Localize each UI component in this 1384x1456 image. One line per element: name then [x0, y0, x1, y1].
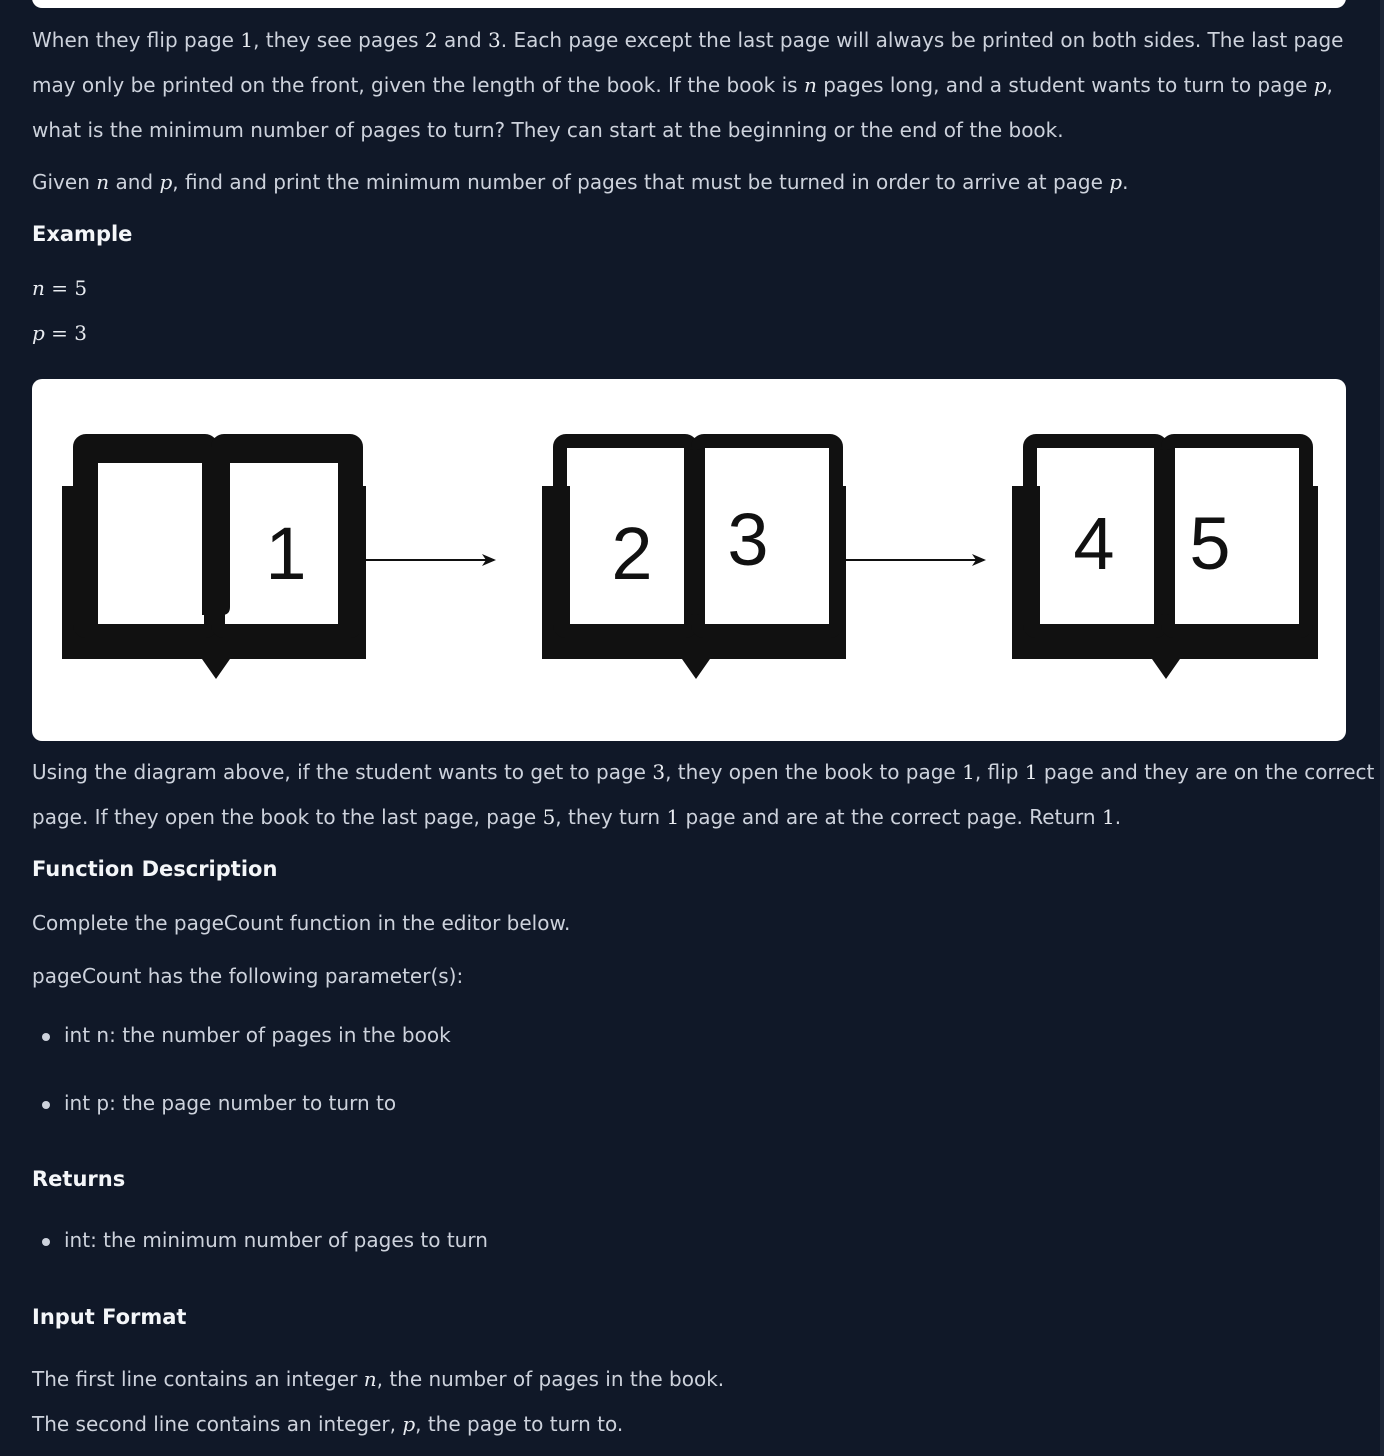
input-format-line-2: [32, 1402, 623, 1447]
math-number: 3: [74, 321, 88, 345]
text: ,: [1326, 73, 1333, 97]
scrollbar[interactable]: [1380, 0, 1384, 1456]
explanation-line-2: [32, 795, 1121, 840]
explanation-line-1: [32, 750, 1374, 795]
math-variable: n: [32, 276, 45, 300]
page-number-right: 1: [265, 512, 307, 595]
text: and: [437, 28, 488, 52]
math-variable: n: [96, 170, 110, 194]
book-diagram-svg: [32, 379, 1346, 741]
math-variable: p: [1109, 170, 1123, 194]
math-number: 3: [488, 28, 501, 52]
text: and: [109, 170, 160, 194]
bullet-icon: [42, 1101, 50, 1109]
book-3: [1012, 441, 1318, 679]
math-number: 5: [74, 276, 88, 300]
bullet-icon: [42, 1238, 50, 1246]
math-number: 1: [962, 760, 975, 784]
text: , the number of pages in the book.: [376, 1367, 725, 1391]
parameter-item: int n: the number of pages in the book: [64, 1023, 451, 1047]
book-spine: [1157, 449, 1173, 615]
book-2: [542, 441, 846, 679]
text: When they flip page: [32, 28, 241, 52]
text: , they turn: [555, 805, 667, 829]
equals-sign: =: [44, 276, 75, 300]
text: Given: [32, 170, 97, 194]
math-variable: p: [1313, 73, 1327, 97]
math-number: 3: [652, 760, 666, 784]
description-line-1: [32, 18, 1344, 63]
book-spine: [687, 449, 703, 615]
parameters-intro: pageCount has the following parameter(s):: [32, 964, 464, 988]
math-number: 5: [542, 805, 556, 829]
description-line-3: what is the minimum number of pages to turn? They can start at the beginning or the end of the book.: [32, 118, 1064, 142]
page-number-right: 3: [727, 498, 769, 581]
book-1: [62, 441, 366, 679]
page-number-right: 5: [1189, 502, 1231, 585]
example-p: [32, 311, 87, 356]
math-number: 2: [424, 28, 438, 52]
text: , they open the book to page: [665, 760, 963, 784]
equals-sign: =: [44, 321, 75, 345]
math-number: 1: [1024, 760, 1038, 784]
text: .: [1114, 805, 1122, 829]
text: .: [1122, 170, 1129, 194]
text: page and are at the correct page. Return: [679, 805, 1102, 829]
page-number-left: 2: [611, 512, 653, 595]
book-diagram: [32, 379, 1346, 741]
description-line-2: [32, 63, 1333, 108]
text: The second line contains an integer,: [32, 1412, 403, 1436]
math-variable: p: [402, 1412, 416, 1436]
text: Using the diagram above, if the student wants to get to page: [32, 760, 653, 784]
text: , find and print the minimum number of pages that must be turned in order to arrive at page: [172, 170, 1110, 194]
text: , the page to turn to.: [415, 1412, 624, 1436]
book-left-page: [80, 441, 222, 631]
math-number: 1: [240, 28, 254, 52]
book-left-page-outline: [80, 441, 211, 631]
example-n: [32, 266, 87, 311]
function-description-text: Complete the pageCount function in the editor below.: [32, 911, 571, 935]
math-variable: p: [159, 170, 173, 194]
input-format-line-1: [32, 1357, 724, 1402]
bullet-icon: [42, 1033, 50, 1041]
previous-image-frame: [32, 0, 1346, 8]
returns-heading: Returns: [32, 1167, 126, 1191]
function-description-heading: Function Description: [32, 857, 278, 881]
text: page and they are on the correct: [1037, 760, 1375, 784]
text: , they see pages: [253, 28, 425, 52]
math-variable: n: [803, 73, 817, 97]
example-heading: Example: [32, 222, 133, 246]
text: pages long, and a student wants to turn to page: [816, 73, 1314, 97]
text: The first line contains an integer: [32, 1367, 364, 1391]
text: page. If they open the book to the last page, page: [32, 805, 543, 829]
math-variable: p: [32, 321, 45, 345]
parameter-item: int p: the page number to turn to: [64, 1091, 397, 1115]
math-variable: n: [363, 1367, 377, 1391]
math-number: 1: [666, 805, 680, 829]
task-statement: [32, 160, 1128, 205]
returns-item: int: the minimum number of pages to turn: [64, 1228, 488, 1252]
text: , flip: [974, 760, 1025, 784]
math-number: 1: [1101, 805, 1115, 829]
text: . Each page except the last page will always be printed on both sides. The last page: [500, 28, 1344, 52]
page-number-left: 4: [1073, 502, 1115, 585]
text: may only be printed on the front, given the length of the book. If the book is: [32, 73, 804, 97]
input-format-heading: Input Format: [32, 1305, 187, 1329]
